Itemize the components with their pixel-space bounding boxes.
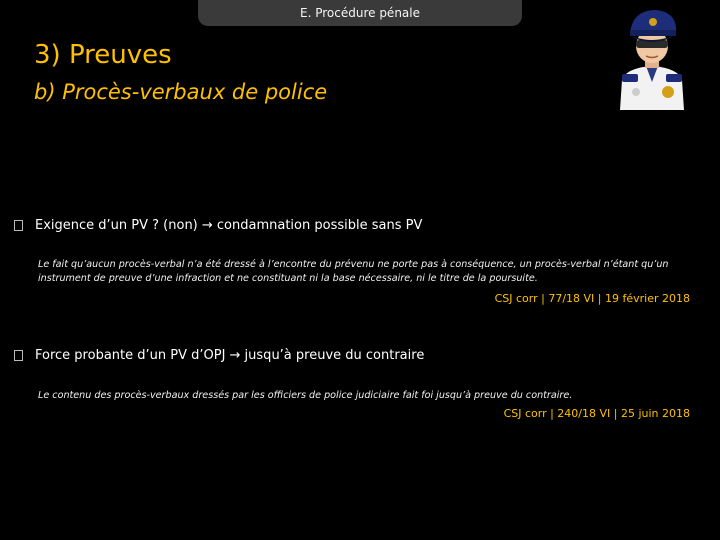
bullet-text: Force probante d’un PV d’OPJ → jusqu’à preuve du contraire [35, 348, 425, 363]
bullet-force-probante [14, 348, 424, 363]
quote-text: Le contenu des procès-verbaux dressés par les officiers de police judiciaire fait foi jusqu’à preuve du contraire. [38, 390, 573, 401]
section-tab [198, 0, 522, 26]
slide-subtitle: b) Procès-verbaux de police [34, 80, 328, 104]
bullet-text: Exigence d’un PV ? (non) → condamnation possible sans PV [35, 218, 423, 233]
bullet-exigence-pv [14, 218, 422, 233]
slide-title: 3) Preuves [34, 40, 172, 70]
case-reference: CSJ corr | 77/18 VI | 19 février 2018 [494, 292, 690, 305]
checkbox-bullet-icon [14, 220, 23, 231]
police-officer-icon [612, 4, 692, 110]
section-tab-label: E. Procédure pénale [300, 6, 420, 20]
checkbox-bullet-icon [14, 350, 23, 361]
case-reference: CSJ corr | 240/18 VI | 25 juin 2018 [503, 407, 690, 420]
quote-text: Le fait qu’aucun procès-verbal n’a été dressé à l’encontre du prévenu ne porte pas à conséquence, un procès-verbal n’étant qu’un instrument de preuve d’une infraction et ne constituant ni la base nécessaire, ni le titre de la poursuite. [38, 259, 669, 284]
